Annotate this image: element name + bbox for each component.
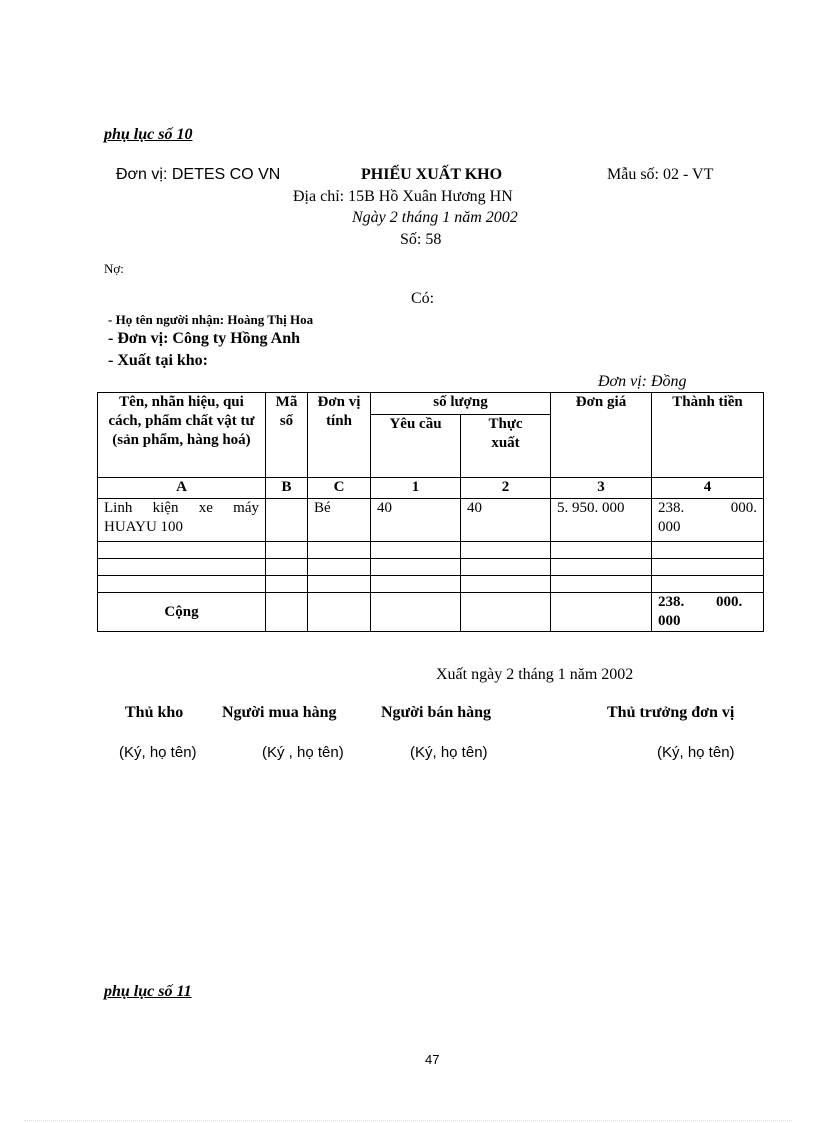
currency-unit: Đơn vị: Đồng xyxy=(598,373,687,390)
table-row xyxy=(98,559,764,576)
header-price: Đơn giá xyxy=(551,393,652,478)
index-cell: C xyxy=(308,478,371,499)
signer-director: Thủ trưởng đơn vị xyxy=(607,704,735,721)
total-amount: 238. 000. 000 xyxy=(652,593,764,632)
index-cell: B xyxy=(266,478,308,499)
index-cell: 2 xyxy=(461,478,551,499)
index-row xyxy=(98,478,764,499)
item-price: 5. 950. 000 xyxy=(551,499,652,542)
voucher-table xyxy=(97,392,764,632)
signer-buyer: Người mua hàng xyxy=(222,704,337,721)
sign-note-director: (Ký, họ tên) xyxy=(657,744,735,761)
index-cell: A xyxy=(98,478,266,499)
sign-note-buyer: (Ký , họ tên) xyxy=(262,744,344,761)
item-requested: 40 xyxy=(371,499,461,542)
voucher-title: PHIẾU XUẤT KHO xyxy=(361,166,503,183)
index-cell: 3 xyxy=(551,478,652,499)
header-name: Tên, nhãn hiệu, qui cách, phẩm chất vật tư (sản phẩm, hàng hoá) xyxy=(98,393,266,478)
sign-note-storekeeper: (Ký, họ tên) xyxy=(119,744,197,761)
index-cell: 4 xyxy=(652,478,764,499)
header-quantity: số lượng xyxy=(371,393,551,415)
item-code xyxy=(266,499,308,542)
issue-date: Xuất ngày 2 tháng 1 năm 2002 xyxy=(436,666,634,683)
item-actual: 40 xyxy=(461,499,551,542)
total-row xyxy=(98,593,764,632)
appendix-heading-top: phụ lục số 10 xyxy=(104,126,193,143)
item-unit: Bé xyxy=(308,499,371,542)
table-row xyxy=(98,499,764,542)
appendix-heading-bottom: phụ lục số 11 xyxy=(104,983,192,1000)
header-requested: Yêu cầu xyxy=(371,415,461,478)
voucher-number: Số: 58 xyxy=(400,231,442,248)
table-row xyxy=(98,542,764,559)
signer-storekeeper: Thủ kho xyxy=(125,704,184,721)
total-label: Cộng xyxy=(98,593,266,632)
voucher-date: Ngày 2 tháng 1 năm 2002 xyxy=(352,209,518,226)
debit-label: Nợ: xyxy=(104,261,124,276)
address: Địa chỉ: 15B Hồ Xuân Hương HN xyxy=(293,188,513,205)
header-unit: Đơn vị tính xyxy=(308,393,371,478)
header-code: Mã số xyxy=(266,393,308,478)
index-cell: 1 xyxy=(371,478,461,499)
receiver-unit: - Đơn vị: Công ty Hồng Anh xyxy=(108,330,301,347)
form-number: Mẫu số: 02 - VT xyxy=(607,166,714,183)
unit-name: Đơn vị: DETES CO VN xyxy=(116,166,281,183)
page-edge-divider xyxy=(24,1120,792,1121)
item-amount: 238. 000. 000 xyxy=(652,499,764,542)
item-name: Linh kiện xe máy HUAYU 100 xyxy=(98,499,266,542)
table-row xyxy=(98,576,764,593)
credit-label: Có: xyxy=(411,290,435,307)
sign-note-seller: (Ký, họ tên) xyxy=(410,744,488,761)
receiver-name: - Họ tên người nhận: Hoàng Thị Hoa xyxy=(108,312,314,327)
header-amount: Thành tiền xyxy=(652,393,764,478)
header-actual: Thực xuất xyxy=(461,415,551,478)
signer-seller: Người bán hàng xyxy=(381,704,492,721)
warehouse: - Xuất tại kho: xyxy=(108,352,209,369)
page-number: 47 xyxy=(425,1052,440,1067)
